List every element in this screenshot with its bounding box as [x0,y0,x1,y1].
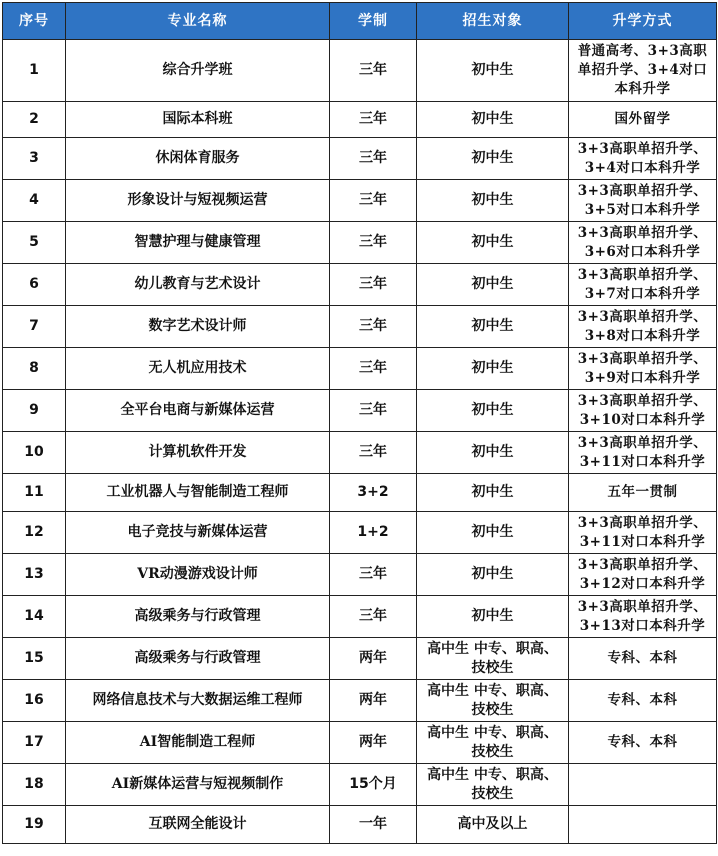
advancement-path: 国外留学 [569,102,717,138]
enrollment-target: 高中生 中专、职高、技校生 [417,722,569,764]
enrollment-target: 初中生 [417,390,569,432]
advancement-path: 3+3高职单招升学、3+12对口本科升学 [569,554,717,596]
duration: 三年 [330,348,417,390]
row-number: 9 [3,390,66,432]
row-number: 6 [3,264,66,306]
table-row [3,432,717,474]
enrollment-target: 初中生 [417,554,569,596]
table-row [3,474,717,512]
duration: 三年 [330,138,417,180]
table-row [3,102,717,138]
duration: 三年 [330,180,417,222]
advancement-path: 专科、本科 [569,680,717,722]
header-duration: 学制 [330,3,417,40]
row-number: 8 [3,348,66,390]
major-name: 计算机软件开发 [66,432,330,474]
duration: 两年 [330,722,417,764]
enrollment-target: 高中生 中专、职高、技校生 [417,680,569,722]
duration: 三年 [330,554,417,596]
enrollment-target: 初中生 [417,306,569,348]
row-number: 12 [3,512,66,554]
table-row [3,638,717,680]
major-name: 形象设计与短视频运营 [66,180,330,222]
advancement-path: 3+3高职单招升学、3+11对口本科升学 [569,512,717,554]
major-name: 电子竞技与新媒体运营 [66,512,330,554]
advancement-path: 3+3高职单招升学、3+9对口本科升学 [569,348,717,390]
major-name: 高级乘务与行政管理 [66,596,330,638]
row-number: 10 [3,432,66,474]
table-row [3,680,717,722]
duration: 三年 [330,102,417,138]
advancement-path: 3+3高职单招升学、3+10对口本科升学 [569,390,717,432]
advancement-path: 3+3高职单招升学、3+4对口本科升学 [569,138,717,180]
enrollment-target: 初中生 [417,102,569,138]
major-name: 无人机应用技术 [66,348,330,390]
advancement-path: 专科、本科 [569,638,717,680]
advancement-path: 3+3高职单招升学、3+5对口本科升学 [569,180,717,222]
advancement-path: 3+3高职单招升学、3+13对口本科升学 [569,596,717,638]
enrollment-target: 高中生 中专、职高、技校生 [417,638,569,680]
enrollment-target: 初中生 [417,474,569,512]
enrollment-target: 高中生 中专、职高、技校生 [417,764,569,806]
enrollment-target: 初中生 [417,40,569,102]
row-number: 3 [3,138,66,180]
table-row [3,40,717,102]
row-number: 11 [3,474,66,512]
advancement-path [569,764,717,806]
duration: 三年 [330,432,417,474]
table-row [3,180,717,222]
row-number: 17 [3,722,66,764]
enrollment-target: 初中生 [417,512,569,554]
major-name: AI智能制造工程师 [66,722,330,764]
table-body [3,40,717,844]
advancement-path: 3+3高职单招升学、3+7对口本科升学 [569,264,717,306]
table-row [3,138,717,180]
major-name: 休闲体育服务 [66,138,330,180]
advancement-path [569,806,717,844]
duration: 两年 [330,638,417,680]
duration: 两年 [330,680,417,722]
enrollment-target: 初中生 [417,348,569,390]
row-number: 13 [3,554,66,596]
table-row [3,222,717,264]
table-row [3,806,717,844]
major-name: 智慧护理与健康管理 [66,222,330,264]
duration: 三年 [330,306,417,348]
major-name: 网络信息技术与大数据运维工程师 [66,680,330,722]
major-name: VR动漫游戏设计师 [66,554,330,596]
enrollment-target: 初中生 [417,432,569,474]
duration: 三年 [330,596,417,638]
table-row [3,596,717,638]
major-name: 综合升学班 [66,40,330,102]
major-name: 数字艺术设计师 [66,306,330,348]
header-advancement-path: 升学方式 [569,3,717,40]
enrollment-target: 初中生 [417,138,569,180]
advancement-path: 3+3高职单招升学、3+6对口本科升学 [569,222,717,264]
advancement-path: 五年一贯制 [569,474,717,512]
duration: 1+2 [330,512,417,554]
enrollment-target: 初中生 [417,596,569,638]
row-number: 1 [3,40,66,102]
table-header-row [3,3,717,40]
major-name: AI新媒体运营与短视频制作 [66,764,330,806]
table-row [3,554,717,596]
table-row [3,264,717,306]
header-num: 序号 [3,3,66,40]
table-row [3,512,717,554]
majors-table [2,2,717,844]
major-name: 互联网全能设计 [66,806,330,844]
table-row [3,306,717,348]
advancement-path: 普通高考、3+3高职单招升学、3+4对口本科升学 [569,40,717,102]
table-row [3,764,717,806]
table-row [3,722,717,764]
duration: 三年 [330,222,417,264]
row-number: 16 [3,680,66,722]
duration: 一年 [330,806,417,844]
major-name: 国际本科班 [66,102,330,138]
row-number: 2 [3,102,66,138]
row-number: 14 [3,596,66,638]
duration: 3+2 [330,474,417,512]
enrollment-target: 高中及以上 [417,806,569,844]
duration: 三年 [330,264,417,306]
row-number: 19 [3,806,66,844]
duration: 三年 [330,40,417,102]
enrollment-target: 初中生 [417,264,569,306]
row-number: 5 [3,222,66,264]
row-number: 4 [3,180,66,222]
major-name: 全平台电商与新媒体运营 [66,390,330,432]
row-number: 15 [3,638,66,680]
major-name: 高级乘务与行政管理 [66,638,330,680]
table-row [3,390,717,432]
row-number: 18 [3,764,66,806]
advancement-path: 3+3高职单招升学、3+8对口本科升学 [569,306,717,348]
advancement-path: 3+3高职单招升学、3+11对口本科升学 [569,432,717,474]
major-name: 工业机器人与智能制造工程师 [66,474,330,512]
row-number: 7 [3,306,66,348]
enrollment-target: 初中生 [417,222,569,264]
header-major-name: 专业名称 [66,3,330,40]
table-row [3,348,717,390]
duration: 15个月 [330,764,417,806]
enrollment-target: 初中生 [417,180,569,222]
major-name: 幼儿教育与艺术设计 [66,264,330,306]
advancement-path: 专科、本科 [569,722,717,764]
header-enrollment-target: 招生对象 [417,3,569,40]
duration: 三年 [330,390,417,432]
